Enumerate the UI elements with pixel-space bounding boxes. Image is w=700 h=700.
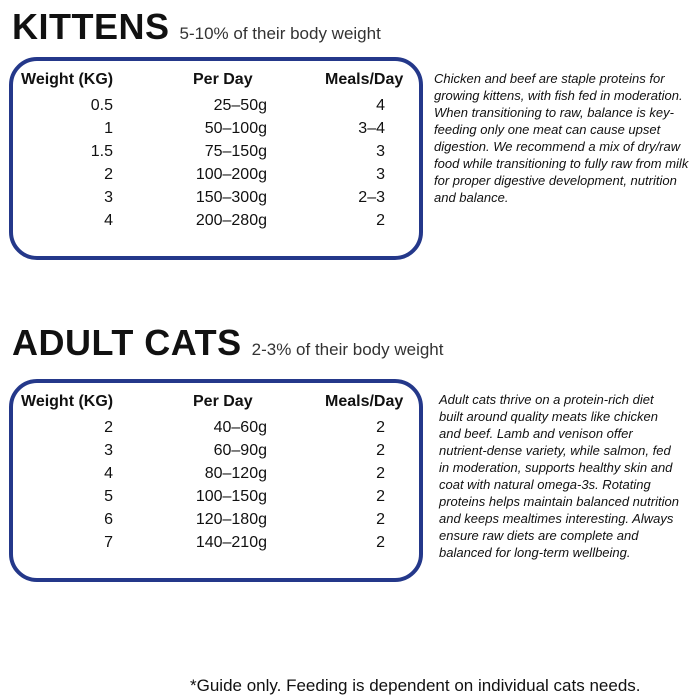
adult-table: [9, 379, 423, 582]
weight-cell: 1: [104, 120, 113, 137]
weight-cell: 1.5: [90, 143, 113, 160]
kittens-heading: [12, 6, 381, 48]
per-day-cell: 200–280g: [195, 212, 267, 229]
adult-col-weight: Weight (KG): [21, 393, 114, 410]
kittens-subtitle: 5-10% of their body weight: [179, 24, 381, 43]
table-row: [13, 442, 419, 465]
kittens-col-weight: Weight (KG): [21, 71, 114, 88]
adult-subtitle: 2-3% of their body weight: [251, 340, 444, 359]
weight-cell: 7: [104, 534, 113, 551]
kittens-col-meals: Meals/Day: [325, 71, 404, 88]
table-row: [13, 534, 419, 557]
meals-cell: 2: [376, 212, 385, 229]
adult-note: Adult cats thrive on a protein-rich diet built around quality meats like chicken and beef. Lamb and venison offer nutrient-dense variety, while salmon, fed in moderation, supports healthy skin and coat with natural omega-3s. Rotating proteins helps maintain balanced nutrition and keeps mealtimes interesting. Always ensure raw diets are complete and balanced for long-term wellbeing.: [439, 392, 679, 560]
table-row: [13, 120, 419, 143]
table-row: [13, 143, 419, 166]
meals-cell: 2: [376, 534, 385, 551]
weight-cell: 2: [104, 419, 113, 436]
adult-title: ADULT CATS: [12, 322, 242, 363]
adult-heading: [12, 322, 443, 364]
kittens-col-perday: Per Day: [193, 71, 253, 88]
per-day-cell: 100–200g: [195, 166, 267, 183]
per-day-cell: 150–300g: [195, 189, 267, 206]
footer-disclaimer: *Guide only. Feeding is dependent on individual cats needs.: [190, 676, 641, 695]
meals-cell: 4: [376, 97, 385, 114]
per-day-cell: 25–50g: [213, 97, 267, 114]
table-row: [13, 419, 419, 442]
weight-cell: 0.5: [90, 97, 113, 114]
per-day-cell: 40–60g: [213, 419, 267, 436]
table-row: [13, 488, 419, 511]
per-day-cell: 80–120g: [204, 465, 267, 482]
kittens-note: Chicken and beef are staple proteins for growing kittens, with fish fed in moderation. When transitioning to raw, balance is key-feeding only one meat can cause upset digestion. We recommend a mix of dry/raw food while transitioning to fully raw from milk for proper digestive development, nutrition and balance.: [434, 71, 689, 205]
meals-cell: 2–3: [358, 189, 385, 206]
meals-cell: 2: [376, 419, 385, 436]
weight-cell: 6: [104, 511, 113, 528]
table-row: [13, 166, 419, 189]
meals-cell: 3–4: [358, 120, 385, 137]
table-row: [13, 465, 419, 488]
weight-cell: 3: [104, 189, 113, 206]
meals-cell: 3: [376, 143, 385, 160]
per-day-cell: 100–150g: [195, 488, 267, 505]
weight-cell: 4: [104, 212, 113, 229]
meals-cell: 2: [376, 465, 385, 482]
per-day-cell: 60–90g: [213, 442, 267, 459]
adult-col-perday: Per Day: [193, 393, 253, 410]
weight-cell: 3: [104, 442, 113, 459]
table-row: [13, 511, 419, 534]
table-row: [13, 212, 419, 235]
per-day-cell: 75–150g: [204, 143, 267, 160]
meals-cell: 2: [376, 488, 385, 505]
meals-cell: 3: [376, 166, 385, 183]
kittens-table: [9, 57, 423, 260]
meals-cell: 2: [376, 442, 385, 459]
meals-cell: 2: [376, 511, 385, 528]
weight-cell: 2: [104, 166, 113, 183]
table-row: [13, 97, 419, 120]
adult-col-meals: Meals/Day: [325, 393, 404, 410]
weight-cell: 5: [104, 488, 113, 505]
table-row: [13, 189, 419, 212]
weight-cell: 4: [104, 465, 113, 482]
per-day-cell: 120–180g: [195, 511, 267, 528]
per-day-cell: 50–100g: [204, 120, 267, 137]
kittens-title: KITTENS: [12, 6, 170, 47]
per-day-cell: 140–210g: [195, 534, 267, 551]
